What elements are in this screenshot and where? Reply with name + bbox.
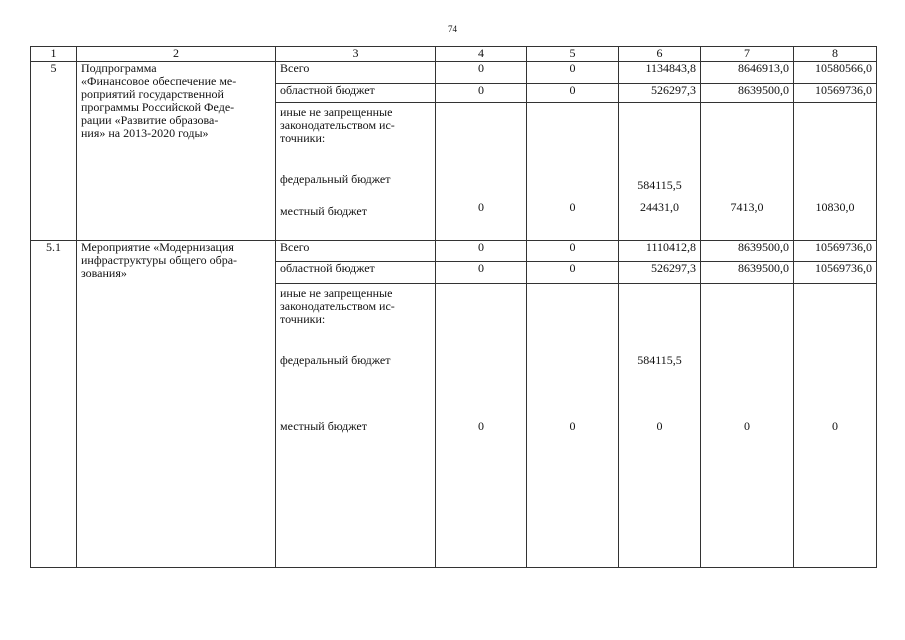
local-value: 24431,0 xyxy=(640,200,679,214)
section-name-line: «Финансовое обеспечение ме- xyxy=(81,74,237,88)
header-col-8: 8 xyxy=(794,47,877,62)
value-cell xyxy=(794,103,877,241)
section-name-line: инфраструктуры общего обра- xyxy=(81,253,238,267)
table-row xyxy=(31,62,877,84)
federal-value: 584115,5 xyxy=(637,353,682,367)
value-cell: 0 xyxy=(527,62,619,84)
value-cell xyxy=(701,103,794,241)
section-name-line: ния» на 2013-2020 годы» xyxy=(81,126,209,140)
other-sources-line: законодательством ис- xyxy=(280,299,395,313)
section-name-line: Мероприятие «Модернизация xyxy=(81,240,234,254)
value-cell: 1134843,8 xyxy=(619,62,701,84)
value-cell xyxy=(701,284,794,568)
federal-budget-label: федеральный бюджет xyxy=(280,172,391,186)
local-value: 0 xyxy=(656,419,663,433)
header-col-5: 5 xyxy=(527,47,619,62)
value-cell: 8639500,0 xyxy=(701,241,794,262)
value-cell: 8646913,0 xyxy=(701,62,794,84)
section-name-line: роприятий государственной xyxy=(81,87,224,101)
value-cell xyxy=(794,284,877,568)
value-cell: 526297,3 xyxy=(619,262,701,284)
page-number: 74 xyxy=(448,24,457,34)
value-cell: 0 xyxy=(436,241,527,262)
source-label: Всего xyxy=(276,241,436,262)
value-cell: 10569736,0 xyxy=(794,241,877,262)
value-cell: 526297,3 xyxy=(619,84,701,103)
section-name-line: рации «Развитие образова- xyxy=(81,113,219,127)
value-cell: 10569736,0 xyxy=(794,84,877,103)
local-value: 0 xyxy=(832,419,838,433)
value-cell: 10569736,0 xyxy=(794,262,877,284)
table-row xyxy=(31,241,877,262)
value-cell xyxy=(619,103,701,241)
value-cell xyxy=(527,103,619,241)
other-sources-line: точники: xyxy=(280,131,326,145)
local-value: 7413,0 xyxy=(730,200,764,214)
section-name-line: зования» xyxy=(81,266,127,280)
value-cell: 8639500,0 xyxy=(701,84,794,103)
federal-value: 584115,5 xyxy=(637,178,682,192)
local-budget-label: местный бюджет xyxy=(280,419,367,433)
section-name-line: Подпрограмма xyxy=(81,61,157,75)
local-value: 0 xyxy=(478,419,484,433)
table-header-row xyxy=(31,47,877,62)
value-cell: 0 xyxy=(436,62,527,84)
value-cell xyxy=(436,284,527,568)
header-col-2: 2 xyxy=(77,47,276,62)
local-value: 0 xyxy=(478,200,484,214)
source-label: областной бюджет xyxy=(276,84,436,103)
local-value: 0 xyxy=(569,200,576,214)
other-sources-cell xyxy=(276,103,436,241)
section-name xyxy=(77,241,276,568)
other-sources-line: иные не запрещенные xyxy=(280,286,393,300)
value-cell: 0 xyxy=(527,241,619,262)
other-sources-label xyxy=(280,106,431,145)
header-col-6: 6 xyxy=(619,47,701,62)
section-code: 5 xyxy=(31,62,77,241)
value-cell: 1110412,8 xyxy=(619,241,701,262)
budget-table xyxy=(30,46,877,568)
section-code: 5.1 xyxy=(31,241,77,568)
other-sources-line: точники: xyxy=(280,312,326,326)
value-cell: 0 xyxy=(527,84,619,103)
header-col-4: 4 xyxy=(436,47,527,62)
header-col-7: 7 xyxy=(701,47,794,62)
other-sources-cell xyxy=(276,284,436,568)
local-value: 0 xyxy=(744,419,750,433)
section-name-line: программы Российской Феде- xyxy=(81,100,235,114)
local-value: 10830,0 xyxy=(815,200,855,214)
source-label: Всего xyxy=(276,62,436,84)
value-cell xyxy=(619,284,701,568)
header-col-3: 3 xyxy=(276,47,436,62)
other-sources-line: иные не запрещенные xyxy=(280,105,393,119)
value-cell: 8639500,0 xyxy=(701,262,794,284)
local-value: 0 xyxy=(569,419,576,433)
source-label: областной бюджет xyxy=(276,262,436,284)
value-cell: 0 xyxy=(436,84,527,103)
value-cell xyxy=(436,103,527,241)
value-cell: 0 xyxy=(527,262,619,284)
federal-budget-label: федеральный бюджет xyxy=(280,353,391,367)
other-sources-line: законодательством ис- xyxy=(280,118,395,132)
value-cell: 10580566,0 xyxy=(794,62,877,84)
local-budget-label: местный бюджет xyxy=(280,204,367,218)
value-cell xyxy=(527,284,619,568)
value-cell: 0 xyxy=(436,262,527,284)
header-col-1: 1 xyxy=(31,47,77,62)
other-sources-label xyxy=(280,287,431,326)
section-name xyxy=(77,62,276,241)
